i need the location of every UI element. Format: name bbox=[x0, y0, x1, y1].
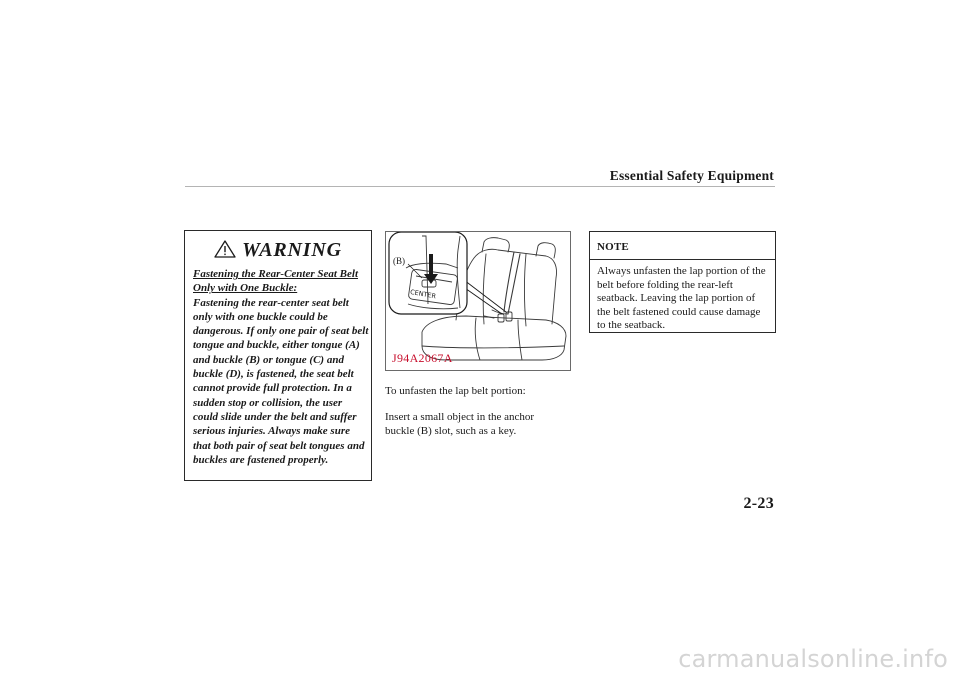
warning-subtitle: Fastening the Rear-Center Seat Belt Only with One Buckle: bbox=[193, 268, 359, 295]
note-box bbox=[589, 231, 776, 333]
section-title: Essential Safety Equipment bbox=[609, 168, 774, 183]
warning-body: Fastening the rear-center seat belt only with one buckle could be dangerous. If only one pair of seat belt tongue and buckle, either tongue (A) and buckle (B) or tongue (C) and buckle (D), is fastened, the seat belt cannot provide full protection. In a sudden stop or collision, the user could slide under the belt and suffer serious injuries. Always make sure that both pair of seat belt tongues and buckles are fastened properly. bbox=[193, 296, 369, 466]
instruction-body: Insert a small object in the anchor buckle (B) slot, such as a key. bbox=[385, 411, 535, 437]
page-number: 2-23 bbox=[743, 495, 774, 512]
header-divider bbox=[185, 186, 775, 187]
seat-illustration bbox=[385, 231, 571, 371]
warning-text bbox=[193, 267, 369, 467]
illustration-code: J94A2067A bbox=[392, 351, 453, 365]
buckle-center-label: CENTER bbox=[409, 287, 437, 301]
watermark: carmanualsonline.info bbox=[678, 645, 948, 673]
warning-triangle-icon bbox=[214, 240, 236, 258]
warning-header bbox=[185, 233, 371, 267]
callout-label-b: (B) bbox=[393, 256, 405, 266]
note-body: Always unfasten the lap portion of the belt before folding the rear-left seatback. Leaving the lap portion of the belt fastened could cause damage to the seatback. bbox=[597, 265, 766, 332]
warning-heading: WARNING bbox=[242, 238, 342, 261]
instruction-heading: To unfasten the lap belt portion: bbox=[385, 385, 526, 397]
warning-box bbox=[184, 230, 372, 481]
note-heading: NOTE bbox=[590, 232, 775, 260]
